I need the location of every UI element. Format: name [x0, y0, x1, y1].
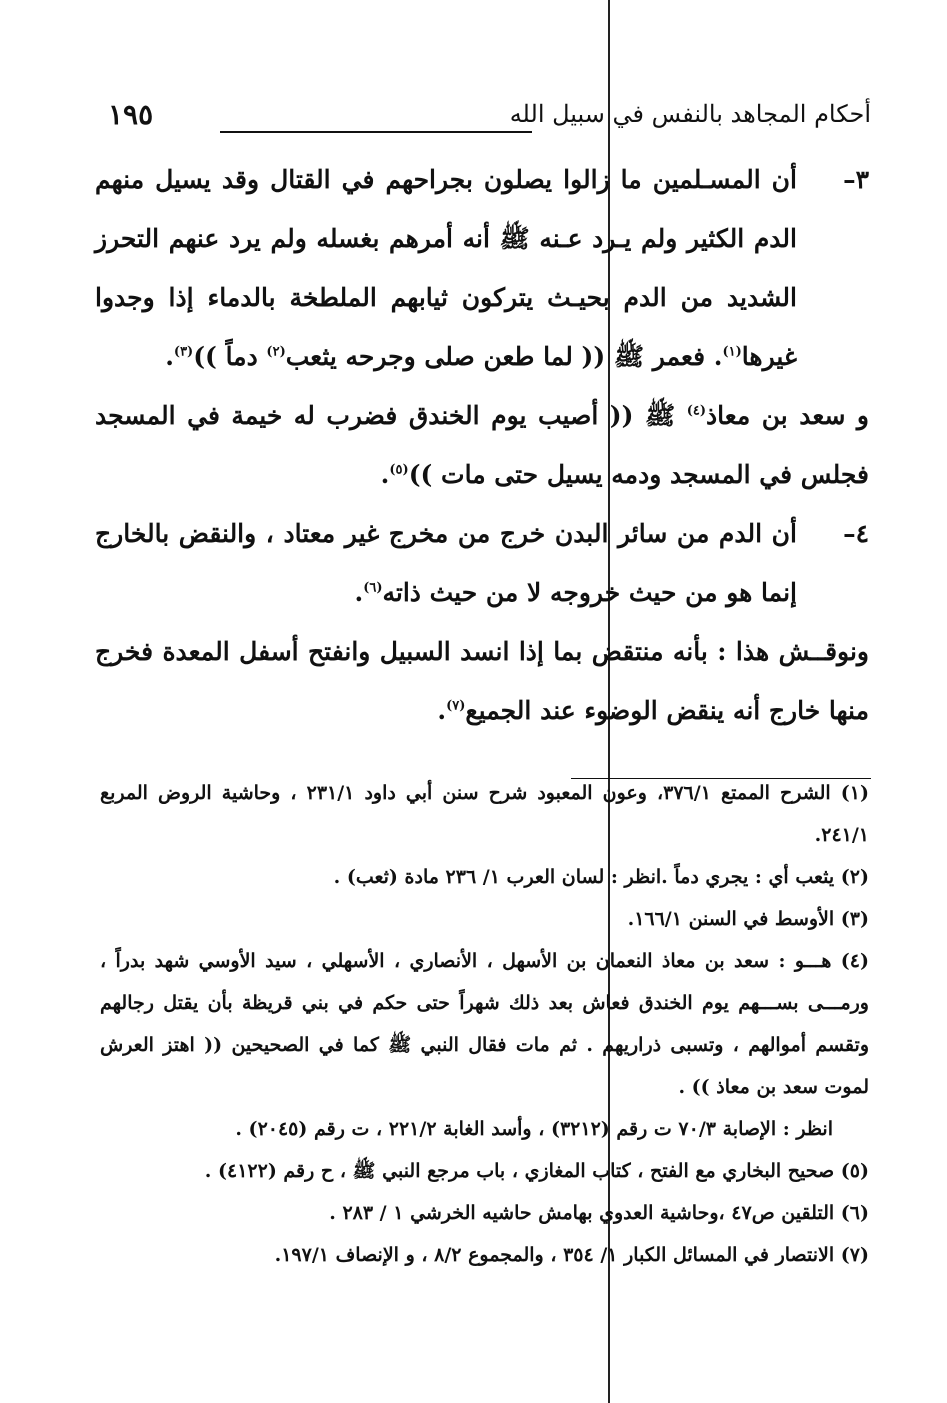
item-text [95, 150, 797, 386]
paragraph-saad [95, 386, 869, 504]
footnote-7: (٧) الانتصار في المسائل الكبار ١/ ٣٥٤ ، والمجموع ٨/٢ ، و الإنصاف ١٩٧/١. [274, 1244, 869, 1266]
footnote-4: (٤) هـــو : سعد بن معاذ النعمان بن الأسهل ، الأنصاري ، الأسهلي ، سيد الأوسي شهد بدراً ، ورمـــى بســـهم يوم الخندق فعاش بعد ذلك شهراً حتى حكم في بني قريظة بأن يقتل رجالهم وتقسم أموالهم ، وتسبى ذراريهم . ثم مات فقال النبي ﷺ كما في الصحيحين (( اهتز العرش لموت سعد بن معاذ )) . [100, 950, 869, 1098]
footnote-4-reference: انظر : الإصابة ٧٠/٣ ت رقم (٣٢١٢) ، وأسد الغابة ٢٢١/٢ ، ت رقم (٢٠٤٥) . [235, 1118, 833, 1140]
item-3-text-b: . فعمر ﷺ (( لما طعن صلى وجرحه يثعب [285, 342, 723, 371]
saad-text-c: . [380, 460, 390, 489]
footnote-ref-3[interactable]: (٣) [173, 344, 194, 360]
footnote-3: (٣) الأوسط في السنن ١٦٦/١. [627, 908, 869, 930]
running-title: أحكام المجاهد بالنفس في سبيل الله [509, 100, 871, 128]
item-4-text-b: . [354, 578, 364, 607]
footnote-ref-7[interactable]: (٧) [446, 698, 466, 714]
item-4-text-a: أن الدم من سائر البدن خرج من مخرج غير معتاد ، والنقض بالخارج إنما هو من حيث خروجه لا من حيث ذاته [95, 519, 797, 607]
header-rule [220, 131, 532, 133]
item-4 [95, 504, 869, 622]
footnote-ref-4[interactable]: (٤) [686, 403, 707, 419]
footnotes [100, 772, 869, 1276]
footnote-1: (١) الشرح الممتع ٣٧٦/١، وعون المعبود شرح سنن أبي داود ٢٣١/١ ، وحاشية الروض المربع ٢٤١/١. [100, 782, 869, 846]
paragraph-discussion [95, 622, 869, 740]
item-3-text-c: دماً )) [193, 342, 267, 371]
saad-text-b: ﷺ (( أصيب يوم الخندق فضرب له خيمة في المسجد فجلس في المسجد ودمه يسيل حتى مات )) [95, 401, 869, 489]
footnote-ref-6[interactable]: (٦) [363, 580, 383, 596]
item-text [95, 504, 797, 622]
item-3-text-a: أن المسـلمين ما زالوا يصلون بجراحهم في القتال وقد يسيل منهم الدم الكثير ولم يـرد عـنه ﷺ أنه أمرهم بغسله ولم يرد عنهم التحرز الشديد من الدم بحيـث يتركون ثيابهم الملطخة بالدماء إذا وجدوا غيرها [95, 165, 797, 371]
footnote-2: (٢) يثعب أي : يجري دماً .انظر : لسان العرب ١/ ٢٣٦ مادة (ثعب) . [333, 866, 869, 888]
item-number: ٤– [843, 519, 869, 548]
footnote-ref-1[interactable]: (١) [722, 344, 742, 360]
footnote-ref-2[interactable]: (٢) [266, 344, 286, 360]
saad-text-a: و سعد بن معاذ [706, 401, 869, 430]
item-3-text-d: . [165, 342, 174, 371]
item-3 [95, 150, 869, 386]
main-body [95, 150, 869, 740]
discussion-text-b: . [437, 696, 447, 725]
footnote-6: (٦) التلقين ص٤٧ ،وحاشية العدوي بهامش حاشيه الخرشي ١ / ٢٨٣ . [329, 1202, 869, 1224]
footnote-ref-5[interactable]: (٥) [389, 462, 409, 478]
discussion-text-a: ونوقــش هذا : بأنه منتقض بما إذا انسد السبيل وانفتح أسفل المعدة فخرج منها خارج أنه ينقض الوضوء عند الجميع [95, 637, 869, 725]
page-number: ١٩٥ [108, 98, 154, 131]
footnote-5: (٥) صحيح البخاري مع الفتح ، كتاب المغازي ، باب مرجع النبي ﷺ ، ح رقم (٤١٢٢) . [204, 1160, 869, 1182]
item-number: ٣– [843, 165, 869, 194]
